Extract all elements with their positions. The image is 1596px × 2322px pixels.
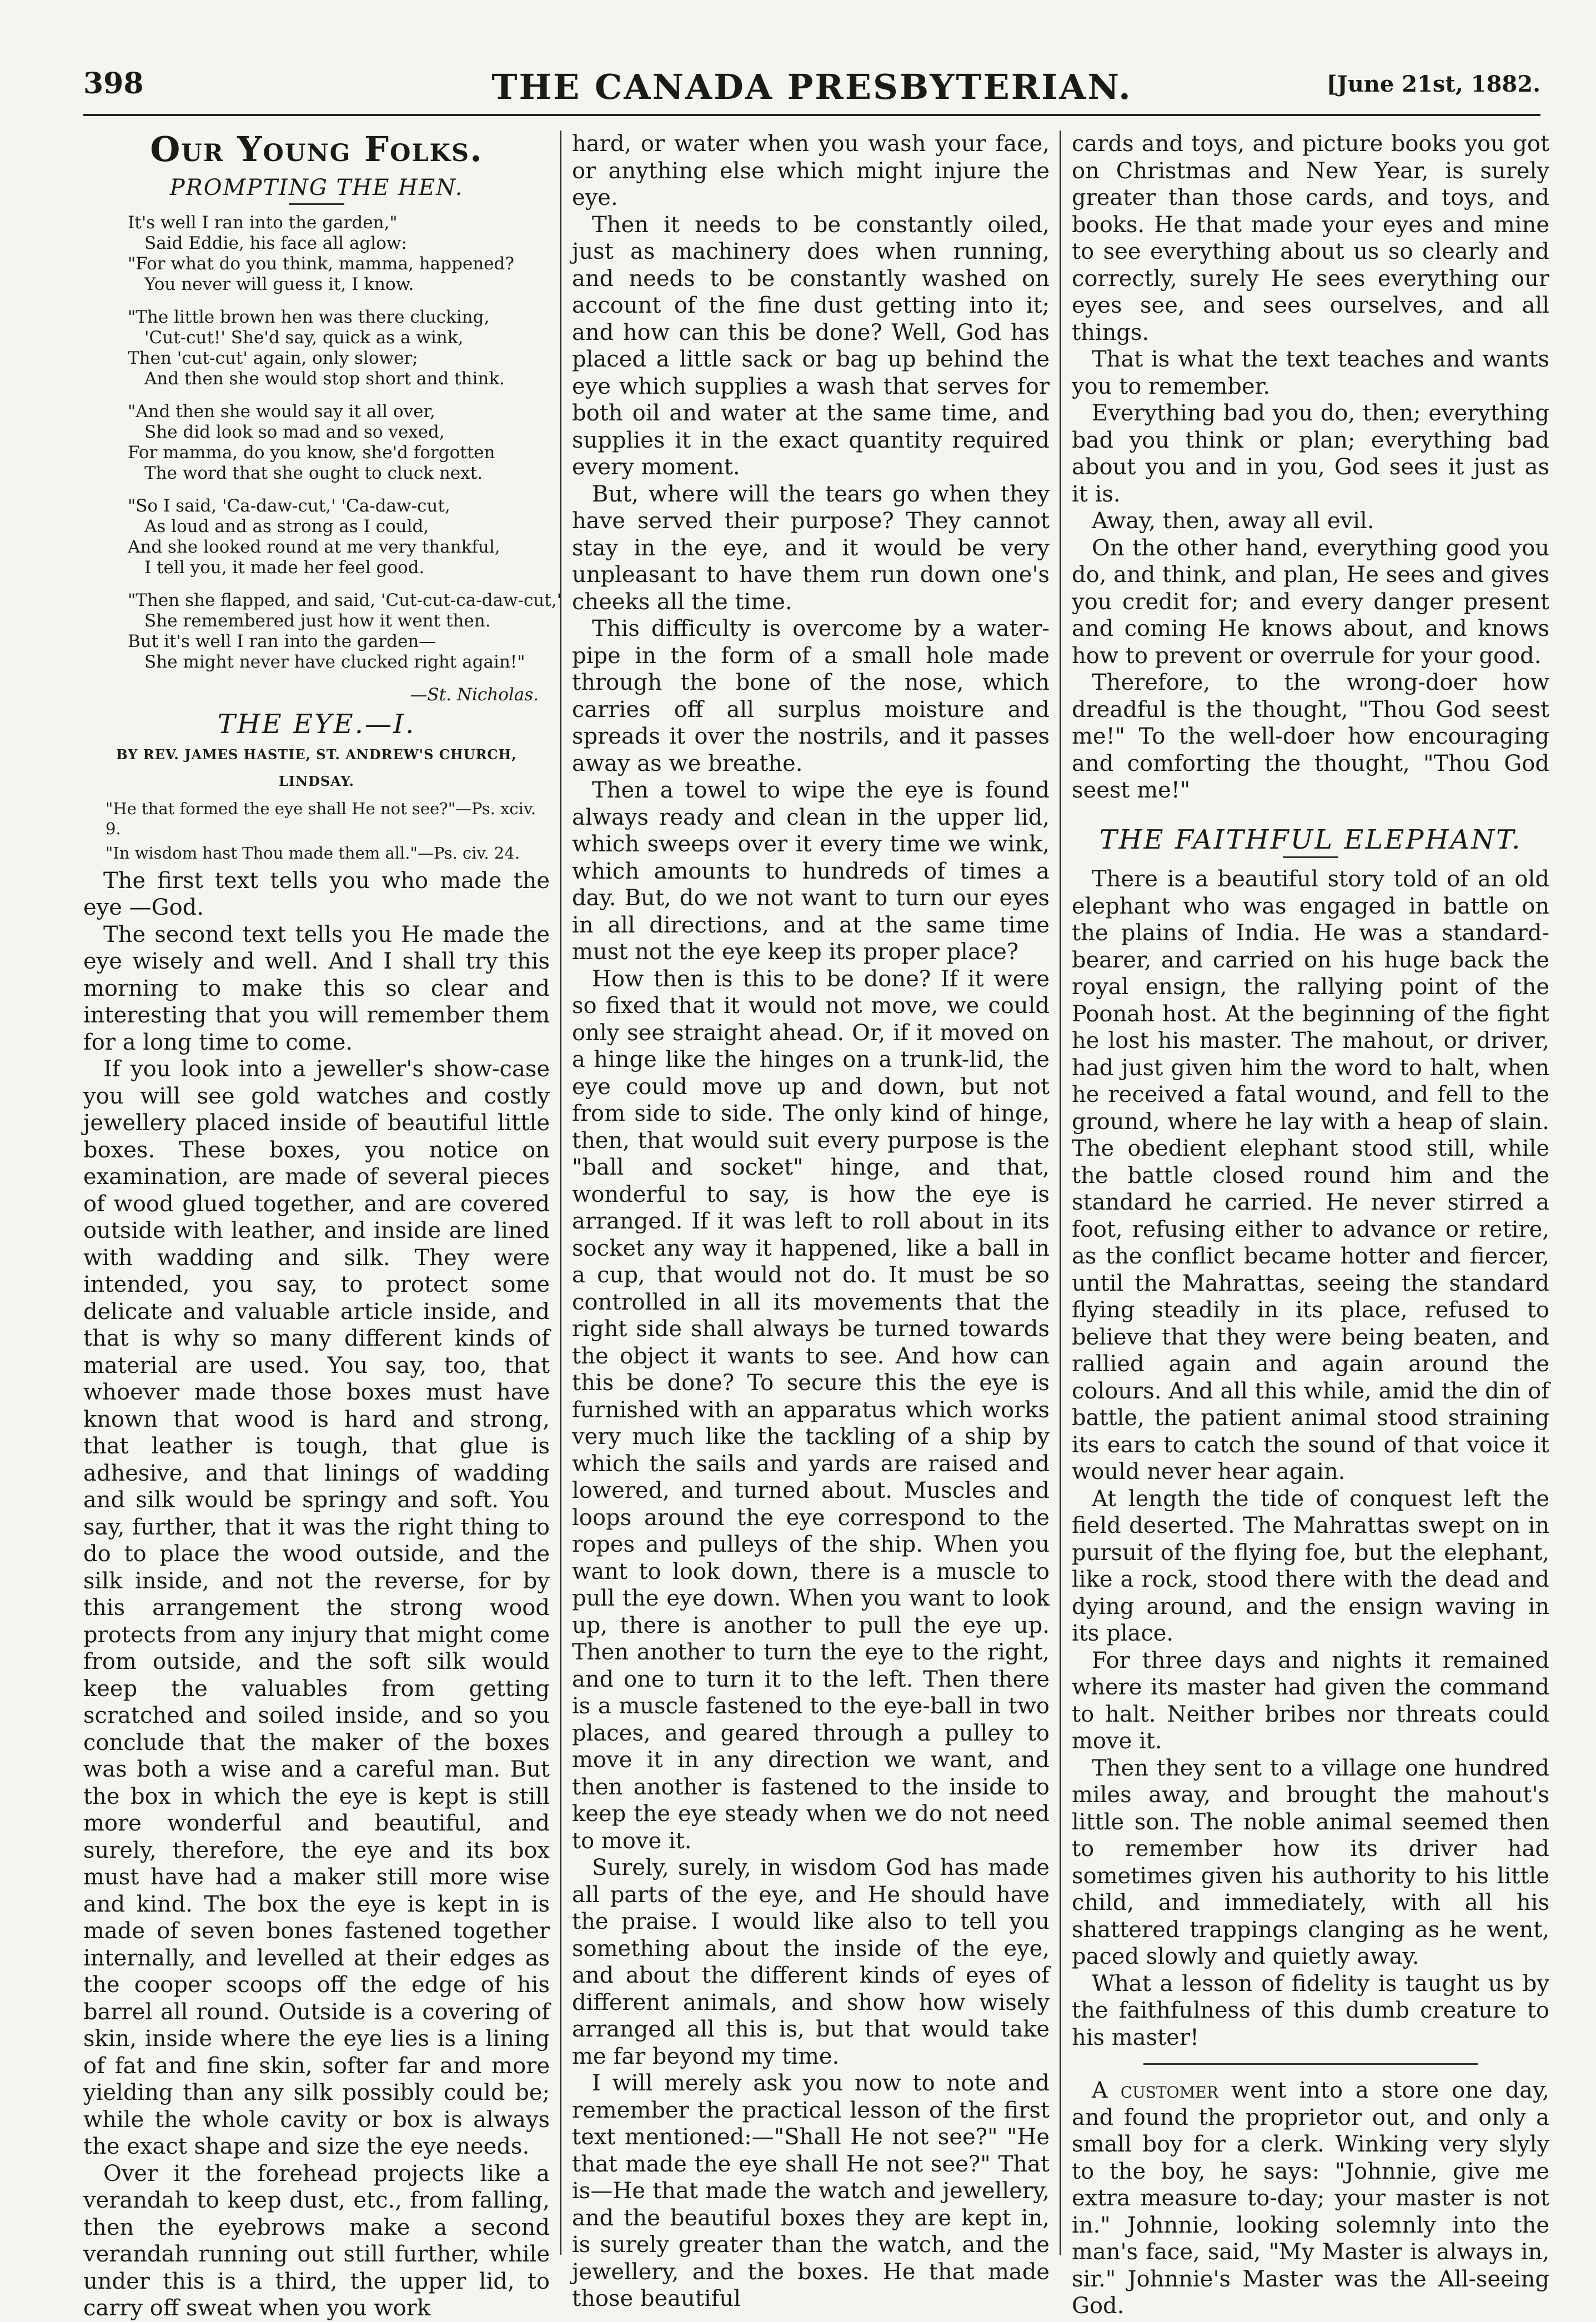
paragraph: But, where will the tears go when they have served their purpose? They cannot stay in the eye, and it would be very unpleasant to have them run down one's cheeks all the time. (572, 481, 1050, 615)
column-divider (560, 131, 561, 2255)
poem-line: "So I said, 'Ca-daw-cut,' 'Ca-daw-cut, (128, 496, 450, 516)
paragraph: How then is this to be done? If it were so fixed that it would not move, we could only see straight ahead. Or, if it moved on a hinge like the hinges on a trunk-lid, the eye could move up and down, but not from side to side. The only kind of hinge, then, that would suit every purpose is the "ball and socket" hinge, and that, wonderful to say, is how the eye is arranged. If it was left to roll about in its socket any way it happened, like a ball in a cup, that would not do. It must be so controlled in all its movements that the right side shall always be turned towards the object it wants to see. And how can this be done? To secure this the eye is furnished with an apparatus which works very much like the tackling of a ship by which the sails and yards are raised and lowered, and turned about. Muscles and loops around the eye correspond to the ropes and pulleys of the ship. When you want to look down, there is a muscle to pull the eye down. When you want to look up, there is another to pull the eye up. Then another to turn the eye to the right, and one to turn it to the left. Then there is a muscle fastened to the eye-ball in two places, and geared through a pulley to move it in any direction we want, and then another is fastened to the inside to keep the eye steady when we do not need to move it. (572, 966, 1050, 1854)
poem-line: And then she would stop short and think. (144, 369, 505, 389)
anecdote-lead: A customer (1092, 2078, 1218, 2103)
paragraph: Then it needs to be constantly oiled, just as machinery does when running, and needs to be constantly washed on account of the fine dust getting into it; and how can this be done? Well, God has placed a little sack or bag up behind the eye which supplies a wash that serves for both oil and water at the same time, and supplies it in the exact quantity required every moment. (572, 212, 1050, 480)
poem-line: "And then she would say it all over, (128, 402, 435, 422)
poem-line: Then 'cut-cut' again, only slower; (128, 348, 418, 368)
poem-stanza (128, 402, 550, 484)
epigraph: "He that formed the eye shall He not see?"—Ps. xciv. 9. (106, 799, 536, 838)
paragraph: Therefore, to the wrong-doer how dreadful is the thought, "Thou God seest me!" To the well-doer how encouraging and comforting the thought, "Thou God seest me!" (1072, 670, 1549, 803)
poem-line: As loud and as strong as I could, (144, 516, 429, 536)
elephant-story (1072, 866, 1549, 2051)
poem-line: But it's well I ran into the garden— (128, 631, 436, 651)
poem-line: You never will guess it, I know. (144, 274, 414, 294)
paragraph: On the other hand, everything good you do, and think, and plan, He sees and gives you credit for; and every danger present and coming He knows about, and knows how to prevent or overrule for your good. (1072, 535, 1549, 669)
poem-line: I tell you, it made her feel good. (144, 558, 425, 578)
paragraph: At length the tide of conquest left the field deserted. The Mahrattas swept on in pursuit of the flying foe, but the elephant, like a rock, stood there with the dead and dying around, and the ensign waving in its place. (1072, 1486, 1549, 1646)
column-divider (1060, 131, 1061, 2255)
paragraph: The first text tells you who made the eye —God. (83, 867, 550, 920)
poem-line: "The little brown hen was there clucking, (128, 307, 490, 327)
paragraph: There is a beautiful story told of an old elephant who was engaged in battle on the plains of India. He was a standard-bearer, and carried on his huge back the royal ensign, the rallying point of the Poonah host. At the beginning of the fight he lost his master. The mahout, or driver, had just given him the word to halt, when he received a fatal wound, and fell to the ground, where he lay with a heap of slain. The obedient elephant stood still, while the battle closed round him and the standard he carried. He never stirred a foot, refusing either to advance or retire, as the conflict became hotter and fiercer, until the Mahrattas, seeing the standard flying steadily in its place, refused to believe that they were being beaten, and rallied again and again around the colours. And all this while, amid the din of battle, the patient animal stood straining its ears to catch the sound of that voice it would never hear again. (1072, 866, 1549, 1485)
paragraph: Over it the forehead projects like a verandah to keep dust, etc., from falling, then the eyebrows make a second verandah running out still further, while under this is a third, the upper lid, to carry off sweat when you work (83, 2160, 550, 2321)
poem-line: And she looked round at me very thankful, (128, 537, 500, 557)
page-number: 398 (83, 67, 144, 101)
poem-line: For mamma, do you know, she'd forgotten (128, 443, 495, 463)
poem-line: "For what do you think, mamma, happened? (128, 254, 514, 274)
page-header (83, 67, 1540, 117)
article-body (83, 867, 550, 2322)
poem-title: PROMPTING THE HEN. (169, 174, 464, 200)
elephant-title: THE FAITHFUL ELEPHANT. (1099, 824, 1522, 855)
column-1 (83, 129, 562, 2321)
paragraph: For three days and nights it remained where its master had given the command to halt. Neither bribes nor threats could move it. (1072, 1647, 1549, 1754)
issue-date: [June 21st, 1882. (1326, 71, 1540, 97)
poem (128, 213, 562, 705)
poem-line: The word that she ought to cluck next. (144, 463, 483, 483)
article-byline: BY REV. JAMES HASTIE, ST. ANDREW'S CHURCH, LINDSAY. (116, 746, 517, 789)
paragraph: What a lesson of fidelity is taught us by the faithfulness of this dumb creature to his master! (1072, 1970, 1549, 2050)
poem-stanza (128, 496, 550, 578)
title-rule (1283, 856, 1338, 858)
customer-anecdote (1072, 2077, 1549, 2320)
article-title: THE EYE.—I. (217, 709, 416, 740)
paragraph: This difficulty is overcome by a water-pipe in the form of a small hole made through the bone of the nose, which carries off all surplus moisture and spreads it over the nostrils, and it passes away as we breathe. (572, 616, 1050, 776)
poem-signature: —St. Nicholas. (410, 685, 539, 705)
paragraph: That is what the text teaches and wants you to remember. (1072, 347, 1549, 399)
paragraph: Away, then, away all evil. (1092, 508, 1374, 534)
article-body (1072, 131, 1549, 804)
paragraph: I will merely ask you now to note and remember the practical lesson of the first text mentioned:—"Shall He not see?" "He that made the eye shall He not see?" That is—He that made the watch and jewellery, and the beautiful boxes they are kept in, is surely greater than the watch, and the jewellery, and the boxes. He that made those beautiful (572, 2070, 1050, 2311)
paragraph: Then a towel to wipe the eye is found always ready and clean in the upper lid, which sweeps over it every time we wink, which amounts to hundreds of times a day. But, do we not want to turn our eyes in all directions, and at the same time must not the eye keep its proper place? (572, 778, 1050, 965)
department-heading: Our Young Folks. (150, 129, 483, 169)
poem-line: "Then she flapped, and said, 'Cut-cut-ca-daw-cut,' (128, 590, 562, 610)
poem-line: 'Cut-cut!' She'd say, quick as a wink, (144, 328, 464, 348)
column-3 (1072, 131, 1549, 2319)
header-rule (83, 114, 1540, 116)
poem-line: Said Eddie, his face all aglow: (144, 233, 407, 253)
epigraph: "In wisdom hast Thou made them all."—Ps. civ. 24. (106, 843, 520, 862)
poem-line: It's well I ran into the garden," (128, 213, 398, 233)
poem-line: She might never have clucked right again!" (144, 652, 525, 672)
paragraph: The second text tells you He made the eye wisely and well. And I shall try this morning to make this so clear and interesting that you will remember them for a long time to come. (83, 921, 550, 1055)
anecdote-text: went into a store one day, and found the proprietor out, and only a small boy for a clerk. Winking very slyly to the boy, he says: "Johnnie, give me extra measure to-day; your master is not in." Johnnie, looking solemnly into the man's face, said, "My Master is always in, sir." Johnnie's Master was the All-seeing God. (1072, 2078, 1549, 2319)
masthead-title: THE CANADA PRESBYTERIAN. (491, 67, 1132, 107)
paragraph: Surely, surely, in wisdom God has made all parts of the eye, and He should have the praise. I would like also to tell you something about the inside of the eye, and about the different kinds of eyes of different animals, and show how wisely arranged all this is, but that would take me far beyond my time. (572, 1855, 1050, 2069)
section-rule (1143, 2063, 1478, 2065)
paragraph: cards and toys, and picture books you got on Christmas and New Year, is surely greater than those cards, and toys, and books. He that made your eyes and mine to see everything about us so clearly and correctly, surely He sees everything our eyes see, and sees ourselves, and all things. (1072, 131, 1549, 345)
poem-line: She did look so mad and so vexed, (144, 422, 445, 442)
paragraph: Then they sent to a village one hundred miles away, and brought the mahout's little son. The noble animal seemed then to remember how its driver had sometimes given his authority to his little child, and immediately, with all his shattered trappings clanging as he went, paced slowly and quietly away. (1072, 1755, 1549, 1969)
poem-stanza (128, 307, 550, 389)
title-rule (289, 203, 344, 205)
column-2 (572, 131, 1050, 2311)
article-body (572, 131, 1050, 2313)
poem-stanza (128, 213, 550, 295)
paragraph: Everything bad you do, then; everything bad you think or plan; everything bad about you and in you, God sees it just as it is. (1072, 400, 1549, 507)
poem-line: She remembered just how it went then. (144, 611, 491, 631)
poem-stanza (128, 590, 562, 673)
paragraph: hard, or water when you wash your face, or anything else which might injure the eye. (572, 131, 1050, 210)
paragraph: If you look into a jeweller's show-case you will see gold watches and costly jewellery placed inside of beautiful little boxes. These boxes, you notice on examination, are made of several pieces of wood glued together, and are covered outside with leather, and inside are lined with wadding and silk. They were intended, you say, to protect some delicate and valuable article inside, and that is why so many different kinds of material are used. You say, too, that whoever made those boxes must have known that wood is hard and strong, that leather is tough, that glue is adhesive, and that linings of wadding and silk would be springy and soft. You say, further, that it was the right thing to do to place the wood outside, and the silk inside, and not the reverse, for by this arrangement the strong wood protects from any injury that might come from outside, and the soft silk would keep the valuables from getting scratched and soiled inside, and so you conclude that the maker of the boxes was both a wise and a careful man. But the box in which the eye is kept is still more wonderful and beautiful, and surely, therefore, the eye and its box must have had a maker still more wise and kind. The box the eye is kept in is made of seven bones fastened together internally, and levelled at their edges as the cooper scoops off the edge of his barrel all round. Outside is a covering of skin, inside where the eye lies is a lining of fat and fine skin, softer far and more yielding than any silk possibly could be; while the whole cavity or box is always the exact shape and size the eye needs. (83, 1056, 550, 2159)
